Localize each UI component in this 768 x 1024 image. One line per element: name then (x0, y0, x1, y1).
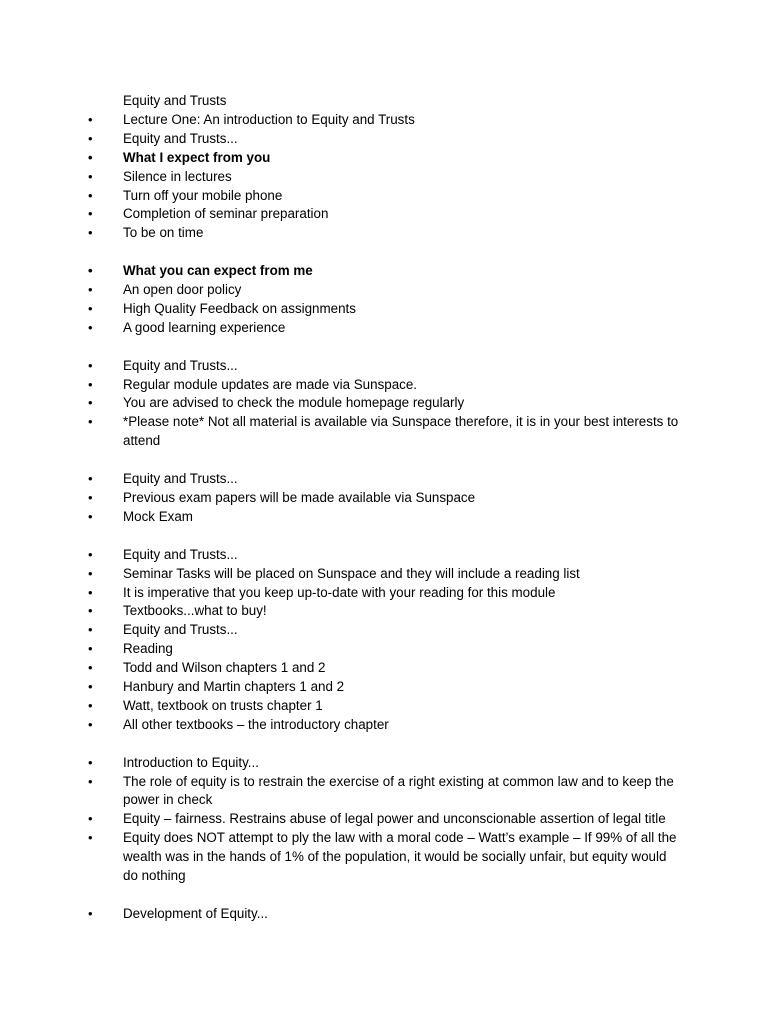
blank-line (0, 338, 768, 357)
bullet-item: • The role of equity is to restrain the exercise of a right existing at common law and to keep the power in check (0, 773, 768, 811)
bullet-item: • Development of Equity... (0, 905, 768, 924)
bullet-item: • A good learning experience (0, 319, 768, 338)
bullet-item: • Reading (0, 640, 768, 659)
bullet-item: • All other textbooks – the introductory chapter (0, 716, 768, 735)
bullet-item: • To be on time (0, 224, 768, 243)
bullet-item: • Equity – fairness. Restrains abuse of legal power and unconscionable assertion of legal title (0, 810, 768, 829)
bullet-item: • Equity does NOT attempt to ply the law with a moral code – Watt’s example – If 99% of all the wealth was in the hands of 1% of the population, it would be socially unfair, but equity would do nothing (0, 829, 768, 886)
bullet-item: • Silence in lectures (0, 168, 768, 187)
bold-bullet-item: • What I expect from you (0, 149, 768, 168)
bullet-item: • You are advised to check the module homepage regularly (0, 394, 768, 413)
bullet-item: • Previous exam papers will be made available via Sunspace (0, 489, 768, 508)
bullet-item: • Equity and Trusts... (0, 546, 768, 565)
bullet-item: • Textbooks...what to buy! (0, 602, 768, 621)
bullet-item: • It is imperative that you keep up-to-date with your reading for this module (0, 584, 768, 603)
bullet-item: • Equity and Trusts... (0, 130, 768, 149)
bullet-item: • Mock Exam (0, 508, 768, 527)
bullet-item: • Turn off your mobile phone (0, 187, 768, 206)
bullet-item: • Completion of seminar preparation (0, 205, 768, 224)
bullet-item: • Regular module updates are made via Sunspace. (0, 376, 768, 395)
bullet-item: • Watt, textbook on trusts chapter 1 (0, 697, 768, 716)
blank-line (0, 735, 768, 754)
blank-line (0, 527, 768, 546)
bullet-item: • Hanbury and Martin chapters 1 and 2 (0, 678, 768, 697)
document-title: Equity and Trusts (123, 93, 227, 108)
bold-bullet-item: • What you can expect from me (0, 262, 768, 281)
blank-line (0, 243, 768, 262)
bullet-item: • Equity and Trusts... (0, 470, 768, 489)
blank-line (0, 451, 768, 470)
blank-line (0, 886, 768, 905)
bullet-item: • Seminar Tasks will be placed on Sunspace and they will include a reading list (0, 565, 768, 584)
bullet-item: • High Quality Feedback on assignments (0, 300, 768, 319)
bullet-item: • *Please note* Not all material is available via Sunspace therefore, it is in your best interests to attend (0, 413, 768, 451)
bullet-item: • Equity and Trusts... (0, 357, 768, 376)
bullet-item: • Introduction to Equity... (0, 754, 768, 773)
bullet-item: • Lecture One: An introduction to Equity and Trusts (0, 111, 768, 130)
bullet-item: • Equity and Trusts... (0, 621, 768, 640)
bullet-item: • Todd and Wilson chapters 1 and 2 (0, 659, 768, 678)
bullet-item: • An open door policy (0, 281, 768, 300)
